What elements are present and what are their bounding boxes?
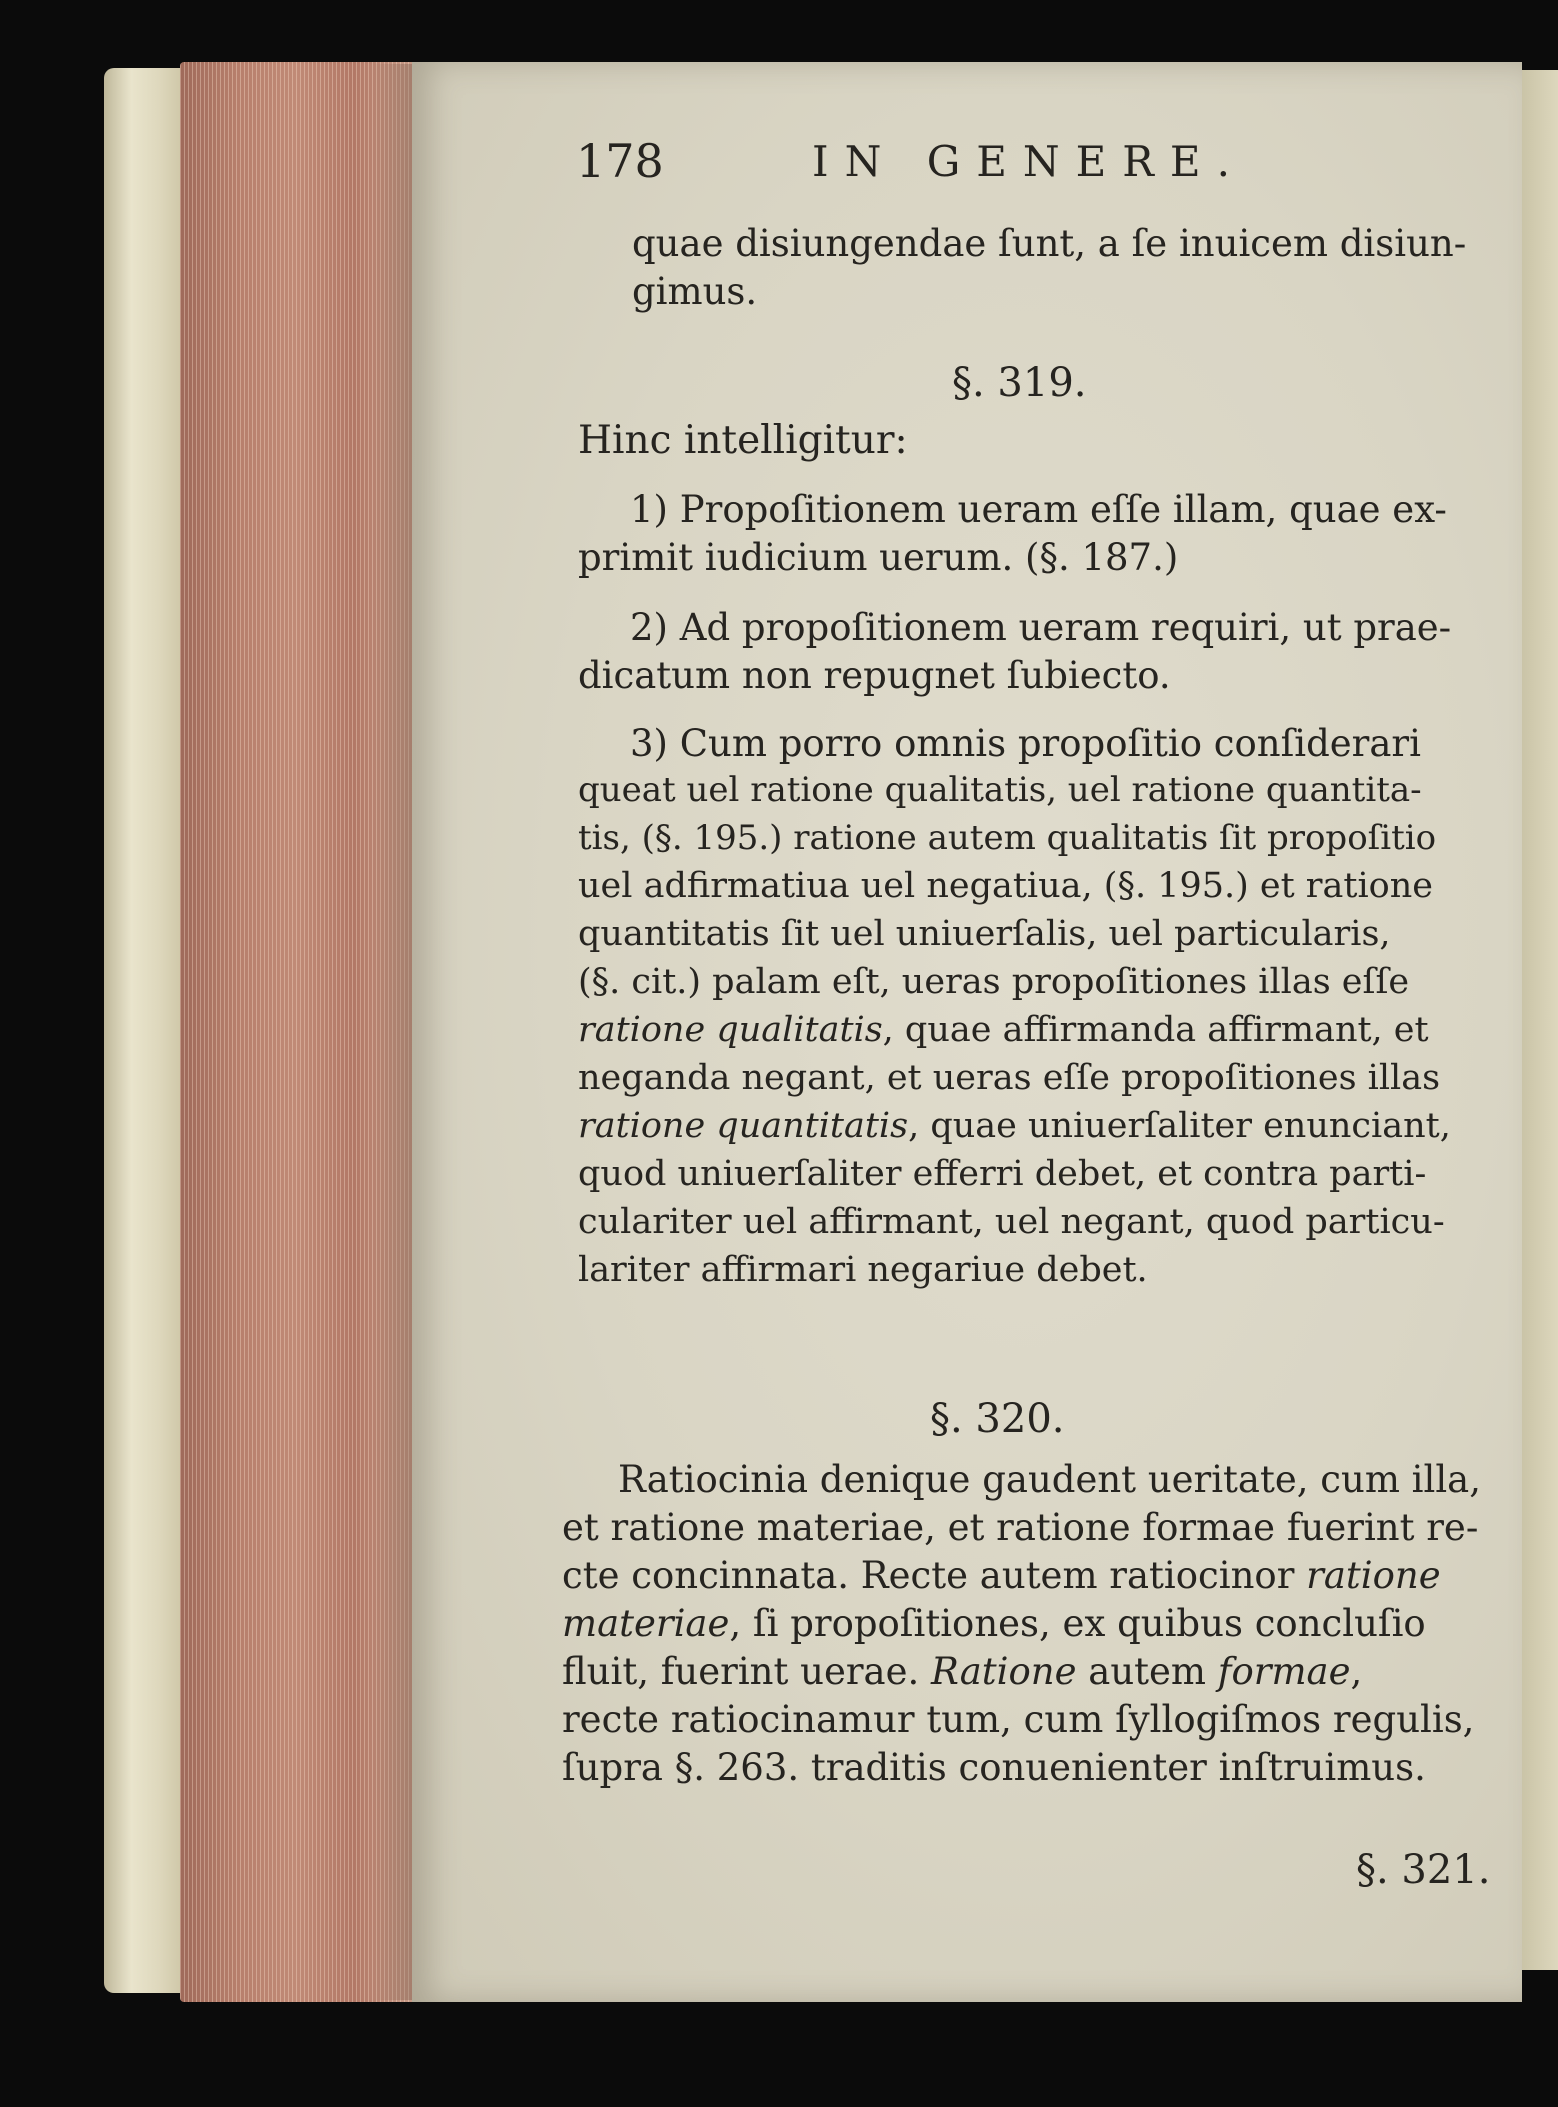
text-line — [562, 1554, 1441, 1597]
book-cover-left — [104, 68, 182, 1993]
italic-phrase: Ratione — [931, 1650, 1077, 1693]
text-line — [578, 1010, 1429, 1050]
catchword: §. 321. — [1356, 1847, 1491, 1893]
text-line: queat uel ratione qualitatis, uel ratione quantita- — [578, 770, 1422, 810]
text-span: cte concinnata. Recte autem ratiocinor — [562, 1554, 1307, 1597]
page-gutter-shadow — [372, 64, 414, 2000]
running-head: IN GENERE. — [812, 137, 1246, 186]
text-line: gimus. — [632, 270, 758, 313]
text-line: dicatum non repugnet ſubiecto. — [578, 654, 1171, 697]
text-line — [562, 1650, 1362, 1693]
text-line: (§. cit.) palam eſt, ueras propoſitiones illas eſſe — [578, 962, 1410, 1002]
text-span: fluit, fuerint uerae. — [562, 1650, 932, 1693]
text-line: quantitatis ſit uel uniuerſalis, uel particularis, — [578, 914, 1391, 954]
text-span: , — [1350, 1650, 1363, 1693]
text-span: , ſi propoſitiones, ex quibus concluſio — [729, 1602, 1426, 1645]
text-line: primit iudicium uerum. (§. 187.) — [578, 536, 1179, 579]
text-line: ſupra §. 263. traditis conuenienter inſtruimus. — [562, 1746, 1426, 1789]
text-line: Hinc intelligitur: — [578, 418, 908, 463]
text-line: quod uniuerſaliter efferri debet, et contra parti- — [578, 1154, 1427, 1194]
italic-phrase: ratione — [1306, 1554, 1441, 1597]
text-line: quae disiungendae ſunt, a ſe inuicem disiun- — [632, 222, 1467, 265]
text-line — [578, 1106, 1451, 1146]
text-line: 1) Propoſitionem ueram eſſe illam, quae ex- — [630, 488, 1447, 531]
italic-phrase: ratione qualitatis — [578, 1010, 883, 1050]
text-line: uel adfirmatiua uel negatiua, (§. 195.) et ratione — [578, 866, 1433, 906]
section-heading: §. 320. — [930, 1396, 1065, 1442]
book-cover-right — [1520, 70, 1558, 1970]
italic-phrase: materiae — [562, 1602, 730, 1645]
text-line: culariter uel affirmant, uel negant, quod particu- — [578, 1202, 1445, 1242]
text-line: et ratione materiae, et ratione formae fuerint re- — [562, 1506, 1479, 1549]
text-line: lariter affirmari negariue debet. — [578, 1250, 1148, 1290]
text-line: 2) Ad propoſitionem ueram requiri, ut prae- — [630, 606, 1452, 649]
text-span: , quae affirmanda affirmant, et — [882, 1010, 1429, 1050]
text-line: 3) Cum porro omnis propoſitio conſiderari — [630, 722, 1421, 765]
italic-phrase: formae — [1217, 1650, 1351, 1693]
text-line: neganda negant, et ueras eſſe propoſitiones illas — [578, 1058, 1441, 1098]
text-span: , quae uniuerſaliter enunciant, — [908, 1106, 1451, 1146]
text-span: autem — [1076, 1650, 1218, 1693]
section-heading: §. 319. — [952, 360, 1087, 406]
italic-phrase: ratione quantitatis — [578, 1106, 909, 1146]
text-line: tis, (§. 195.) ratione autem qualitatis ſit propoſitio — [578, 818, 1437, 858]
text-line — [562, 1602, 1426, 1645]
text-line: recte ratiocinamur tum, cum ſyllogiſmos regulis, — [562, 1698, 1475, 1741]
text-line: Ratiocinia denique gaudent ueritate, cum illa, — [618, 1458, 1481, 1501]
page-number: 178 — [576, 134, 664, 188]
